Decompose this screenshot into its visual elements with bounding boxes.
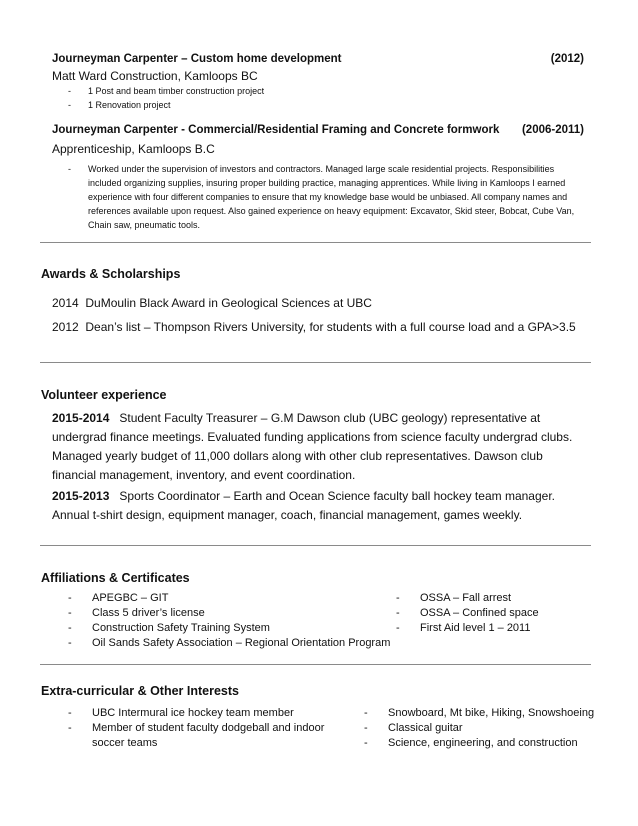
job-1-bullets [68,84,264,112]
list-item-text: Snowboard, Mt bike, Hiking, Snowshoeing [388,707,595,719]
list-item-text: UBC Intermural ice hockey team member [92,707,294,719]
award-text: Dean’s list – Thompson Rivers University, for students with a full course load and a GPA>3.5 [85,320,576,334]
list-item [364,721,594,736]
divider [40,242,591,243]
list-item-text: Construction Safety Training System [92,622,270,634]
list-item [68,621,390,636]
job-1-title: Journeyman Carpenter [52,53,178,65]
list-item-text: OSSA – Fall arrest [420,592,512,604]
job-2-bullet-text: Worked under the supervision of investors and contractors. Managed large scale residential projects. Responsibilities included organizing supplies, insuring proper building practice, managing apprentices. While living in Kamloops I earned experience with four different companies to ensure that my knowledge base would be unbiased. All company names and references available upon request. Also gained experience on heavy equipment: Excavator, Skid steer, Bobcat, Cube Van, Chain saw, pneumatic tools. [88,164,575,230]
job-2-company: Apprenticeship, Kamloops B.C [52,142,215,156]
job-2-year: (2006-2011) [521,124,584,136]
job-2-header [52,124,499,136]
bullet-dash: - [364,737,368,749]
extra-left-list [68,706,358,751]
bullet-dash: - [396,592,400,604]
award-text: DuMoulin Black Award in Geological Sciences at UBC [85,296,372,310]
list-item-text: APEGBC – GIT [92,592,169,604]
list-item-text: Member of student faculty dodgeball and indoor soccer teams [92,722,325,749]
list-item [68,706,358,721]
list-item [68,636,390,651]
list-item [68,606,390,621]
volunteer-text: Sports Coordinator – Earth and Ocean Science faculty ball hockey team manager. Annual t-shirt design, equipment manager, coach, financial management, games weekly. [52,489,555,522]
divider [40,545,591,546]
bullet-dash: - [68,607,72,619]
bullet-dash: - [68,622,72,634]
job-2-title: Journeyman Carpenter [52,124,178,136]
award-item [52,294,372,313]
list-item [364,736,594,751]
bullet-dash: - [396,607,400,619]
job-1-company: Matt Ward Construction, Kamloops BC [52,69,258,83]
list-item [396,591,539,606]
divider [40,362,591,363]
bullet-dash: - [364,722,368,734]
volunteer-item [52,487,590,525]
job-1-year: (2012) [550,53,584,65]
volunteer-years: 2015-2013 [52,489,110,503]
list-item-text: First Aid level 1 – 2011 [420,622,531,634]
job-2-bullets [68,162,590,232]
job-2-sep: - [177,124,189,136]
volunteer-item [52,409,590,485]
extra-heading: Extra-curricular & Other Interests [41,684,239,698]
bullet-dash: - [68,100,71,110]
affiliations-right-list [396,591,539,636]
bullet-dash: - [364,707,368,719]
list-item-text: OSSA – Confined space [420,607,539,619]
divider [40,664,591,665]
list-item [364,706,594,721]
bullet-dash: - [68,592,72,604]
job-1-bullet-text: 1 Post and beam timber construction project [88,86,265,96]
job-1-bullet [68,84,264,98]
award-item [52,318,576,337]
award-year: 2014 [52,296,79,310]
list-item-text: Oil Sands Safety Association – Regional Orientation Program [92,637,391,649]
job-1-bullet [68,98,264,112]
volunteer-years: 2015-2014 [52,411,110,425]
affiliations-heading: Affiliations & Certificates [41,571,190,585]
list-item [396,621,539,636]
job-1-header [52,53,342,65]
award-year: 2012 [52,320,79,334]
job-1-subtitle: Custom home development [190,53,342,65]
list-item-text: Classical guitar [388,722,463,734]
volunteer-text: Student Faculty Treasurer – G.M Dawson club (UBC geology) representative at undergrad finance meetings. Evaluated funding applications from science faculty undergrad clubs. Managed yearly budget of 11,000 dollars along with other club representatives. Dawson club financial management, inventory, and event coordination. [52,411,573,482]
extra-right-list [364,706,594,751]
list-item-text: Science, engineering, and construction [388,737,578,749]
job-1-bullet-text: 1 Renovation project [88,100,171,110]
list-item [68,591,390,606]
bullet-dash: - [68,707,72,719]
awards-heading: Awards & Scholarships [41,267,181,281]
bullet-dash: - [68,637,72,649]
list-item [396,606,539,621]
affiliations-left-list [68,591,390,651]
job-2-subtitle: Commercial/Residential Framing and Concrete formwork [188,124,500,136]
bullet-dash: - [68,722,72,734]
bullet-dash: - [396,622,400,634]
job-1-sep: – [177,53,191,65]
bullet-dash: - [68,86,71,96]
bullet-dash: - [68,164,71,174]
list-item-text: Class 5 driver’s license [92,607,205,619]
volunteer-heading: Volunteer experience [41,388,167,402]
list-item [68,721,358,751]
